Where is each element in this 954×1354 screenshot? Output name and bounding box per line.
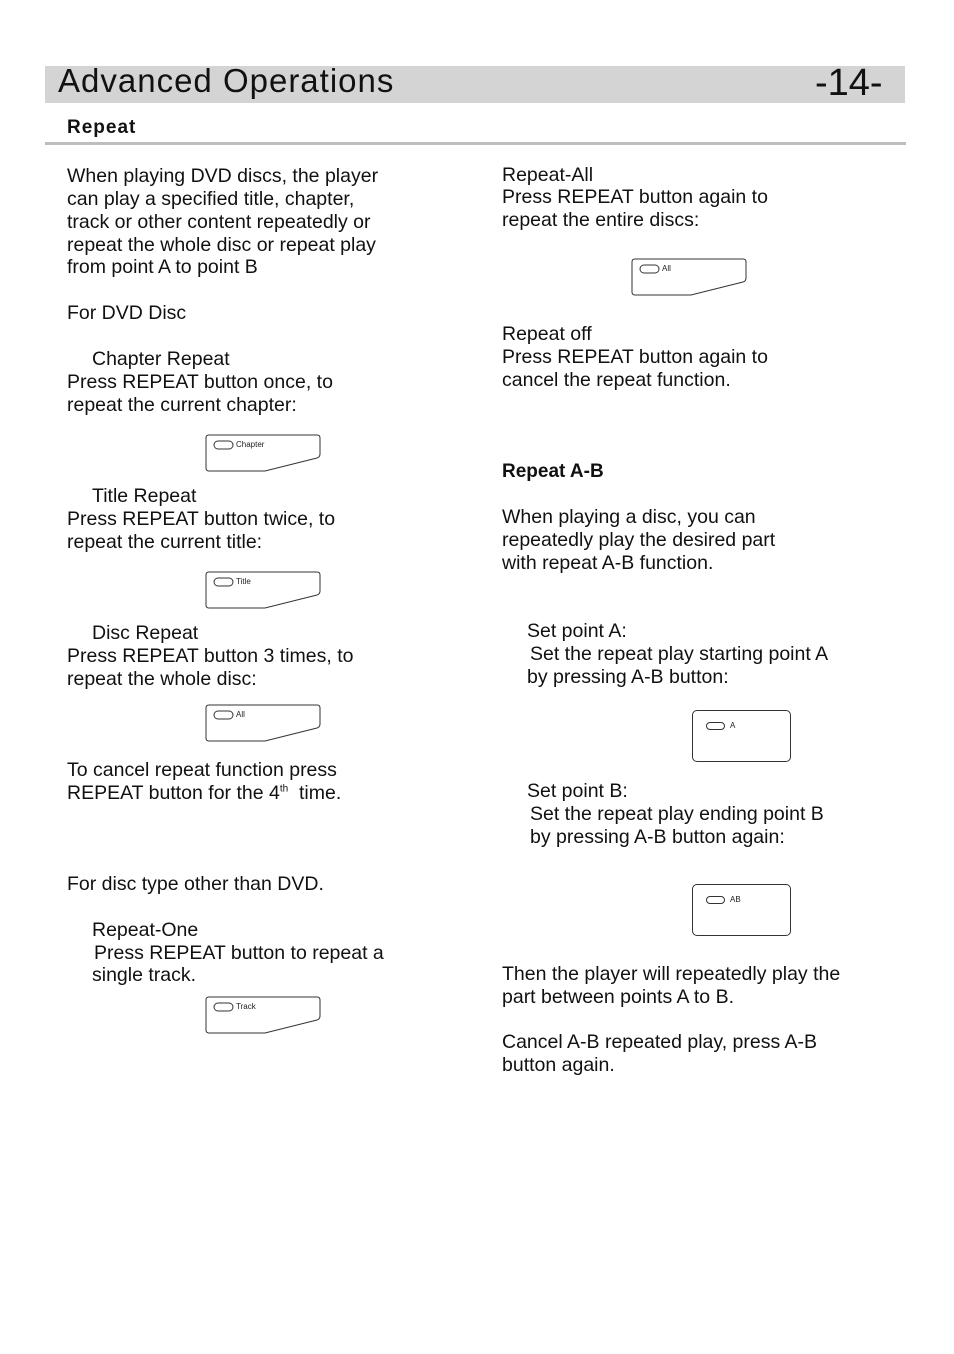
superscript: th [279, 783, 289, 795]
text-line: When playing DVD discs, the player [67, 165, 379, 187]
text-line: repeat the entire discs: [502, 209, 700, 231]
text-line: Then the player will repeatedly play the [502, 963, 841, 985]
text-line: can play a specified title, chapter, [67, 188, 355, 210]
point-a-osd-indicator [692, 710, 791, 762]
osd-frame [205, 996, 321, 1034]
osd-label: All [236, 710, 245, 719]
all-osd-indicator [631, 258, 747, 296]
text-line: Press REPEAT button once, to [67, 371, 333, 393]
text-line: cancel the repeat function. [502, 369, 731, 391]
text-span: time. [288, 782, 342, 804]
osd-label: Title [236, 577, 251, 586]
point-b-osd-indicator [692, 884, 791, 936]
disc-repeat-title: Disc Repeat [92, 622, 199, 644]
text-line: Press REPEAT button again to [502, 186, 768, 208]
osd-label: AB [730, 895, 741, 904]
text-line: Press REPEAT button 3 times, to [67, 645, 354, 667]
text-line: repeat the current chapter: [67, 394, 297, 416]
page-title: Advanced Operations [58, 62, 395, 99]
cancel-line-2 [67, 782, 341, 805]
text-line: Set the repeat play ending point B [530, 803, 824, 825]
disc-osd-indicator [205, 704, 321, 742]
text-line: by pressing A-B button: [527, 666, 729, 688]
text-line: by pressing A-B button again: [530, 826, 785, 848]
dvd-heading: For DVD Disc [67, 302, 187, 324]
cancel-line-1: To cancel repeat function press [67, 759, 337, 781]
osd-label: All [662, 264, 671, 273]
repeat-icon [706, 722, 725, 730]
chapter-repeat-title: Chapter Repeat [92, 348, 230, 370]
title-repeat-title: Title Repeat [92, 485, 197, 507]
text-line: repeat the current title: [67, 531, 263, 553]
osd-label: Track [236, 1002, 256, 1011]
text-line: Cancel A-B repeated play, press A-B [502, 1031, 818, 1053]
section-divider [45, 142, 906, 145]
section-heading: Repeat [67, 117, 137, 138]
text-line: Press REPEAT button twice, to [67, 508, 336, 530]
text-line: single track. [92, 964, 197, 986]
text-line: button again. [502, 1054, 615, 1076]
osd-label: A [730, 721, 736, 730]
osd-frame [631, 258, 747, 296]
repeat-one-title: Repeat-One [92, 919, 199, 941]
text-line: When playing a disc, you can [502, 506, 756, 528]
osd-label: Chapter [236, 440, 265, 449]
repeat-ab-heading: Repeat A-B [502, 461, 604, 482]
text-line: repeat the whole disc or repeat play [67, 234, 376, 256]
set-point-b-title: Set point B: [527, 780, 628, 802]
text-line: Press REPEAT button again to [502, 346, 768, 368]
repeat-off-title: Repeat off [502, 323, 592, 345]
track-osd-indicator [205, 996, 321, 1034]
osd-frame [205, 571, 321, 609]
osd-frame [205, 704, 321, 742]
text-span: REPEAT button for the 4 [67, 782, 280, 804]
set-point-a-title: Set point A: [527, 620, 627, 642]
text-line: part between points A to B. [502, 986, 734, 1008]
text-line: Press REPEAT button to repeat a [94, 942, 384, 964]
text-line: with repeat A-B function. [502, 552, 714, 574]
other-disc-heading: For disc type other than DVD. [67, 873, 324, 895]
repeat-all-title: Repeat-All [502, 164, 594, 186]
chapter-osd-indicator [205, 434, 321, 472]
text-line: from point A to point B [67, 256, 258, 278]
text-line: track or other content repeatedly or [67, 211, 371, 233]
text-line: repeat the whole disc: [67, 668, 257, 690]
page-number: -14- [815, 62, 883, 104]
text-line: Set the repeat play starting point A [530, 643, 829, 665]
title-osd-indicator [205, 571, 321, 609]
text-line: repeatedly play the desired part [502, 529, 776, 551]
repeat-icon [706, 896, 725, 904]
